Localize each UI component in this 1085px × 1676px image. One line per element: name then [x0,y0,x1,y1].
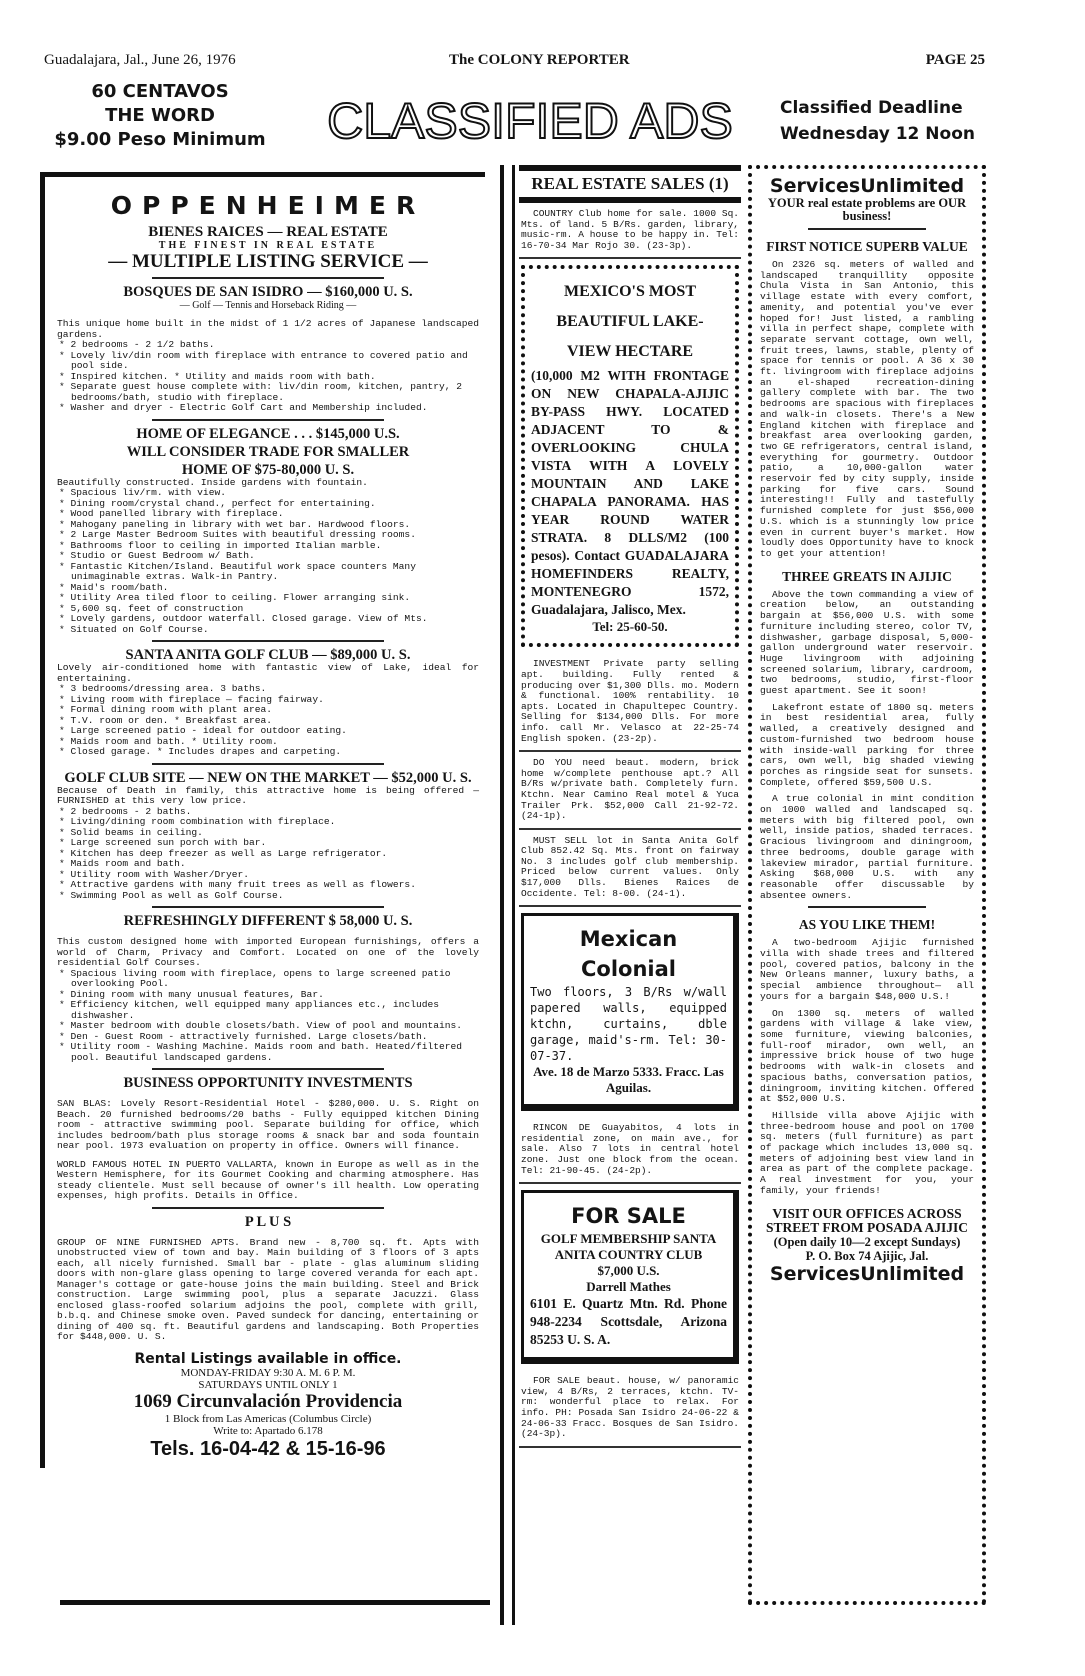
bullet-item: * Maids room and bath. [57,859,479,870]
ad-heading: HOME OF ELEGANCE . . . $145,000 U.S. [136,425,400,442]
ad-text: MONDAY-FRIDAY 9:30 A. M. 6 P. M. [180,1366,356,1379]
bullet-item: * Living/dining room combination with fireplace. [57,817,479,828]
bullet-item: * Fantastic Kitchen/Island. Beautiful work space counters Many unimaginable extras. Walk-in Pantry. [57,562,479,583]
rate-line: $9.00 Peso Minimum [54,129,266,150]
section-title: REAL ESTATE SALES (1) [519,165,741,203]
divider-rule [152,419,384,421]
boxed-ad [521,1190,739,1364]
ad-text: GOLF MEMBERSHIP SANTA ANITA COUNTRY CLUB [540,1231,717,1263]
ad-text: 1 Block from Las Americas (Columbus Circle) [164,1412,372,1425]
ad-text: Above the town commanding a view of creation below, an outstanding bargain at $56,000 U.S. with some furniture including stereo, color TV, dishwasher, garbage disposal, 5,000-gallon underground water reservoir. Huge livingroom with adjoining screened solarium, library, cardroom, two bedrooms, studio, first-floor guest apartment. See it soon! [760,588,974,697]
divider-rule [152,1207,384,1209]
rate-line: THE WORD [105,105,215,126]
bullet-item: * Living room with fireplace — facing fairway. [57,695,479,706]
bullet-item: * Mahogany paneling in library with wet bar. Hardwood floors. [57,520,479,531]
ad-text: $7,000 U.S. [597,1263,660,1279]
ad-heading: SANTA ANITA GOLF CLUB — $89,000 U. S. [125,647,411,663]
ad-text: Darrell Mathes [586,1279,671,1295]
bullet-item: * 3 bedrooms/dressing area. 3 baths. [57,684,479,695]
bullet-item: * Master bedroom with double closets/bath. View of pool and mountains. [57,1021,479,1032]
bullet-item: * Utility room with Washer/Dryer. [57,870,479,881]
rate-line: 60 CENTAVOS [91,81,229,102]
page-number: PAGE 25 [925,52,985,68]
bullet-item: * Wood panelled library with fireplace. [57,509,479,520]
bullet-item: * Dining room with many unusual features, Bar. [57,990,479,1001]
ad-heading: GOLF CLUB SITE — NEW ON THE MARKET — $52,000 U. S. [64,769,472,786]
boxed-ad [521,265,739,647]
bullet-item: * 5,600 sq. feet of construction [57,604,479,615]
divider-rule [152,640,384,642]
bullet-item: * 2 bedrooms - 2 1/2 baths. [57,340,479,351]
ad-text: P. O. Box 74 Ajijic, Jal. [805,1248,929,1263]
bullet-item: * Den - Guest Room - attractively furnished. Large closets/bath. [57,1032,479,1043]
bullet-item: * Kitchen has deep freezer as well as Large refrigerator. [57,849,479,860]
page-header-line [44,52,985,72]
ad-text: This custom designed home with imported European furnishings, offers a world of Charm, Privacy and Comfort. Located on one of the lovely residential Golf Courses. [57,936,479,968]
oppenheimer-ad [40,172,485,1468]
bullet-item: * Lovely gardens, outdoor waterfall. Closed garage. View of Mts. [57,614,479,625]
ad-text: YOUR real estate problems are OUR business! [767,196,967,223]
bullet-item: * Situated on Golf Course. [57,625,479,636]
bullet-item: * Formal dining room with plant area. [57,705,479,716]
ad-text: Beautifully constructed. Inside gardens with fountain. [57,476,368,488]
bullet-item: * Inspired kitchen. * Utility and maids room with bath. [57,372,479,383]
ad-text: Tel: 25-60-50. [592,619,668,635]
bullet-item: * T.V. room or den. * Breakfast area. [57,716,479,727]
classified-ads-masthead: CLASSIFIED ADS [327,93,733,149]
bullet-item: * 2 bedrooms - 2 baths. [57,807,479,818]
ad-text: (10,000 M2 WITH FRONTAGE ON NEW CHAPALA-AJIJIC BY-PASS HWY. LOCATED ADJACENT TO & OVERLOOKING CHULA VISTA WITH A LOVELY MOUNTAIN AND LAKE CHAPALA PANORAMA. HAS YEAR ROUND WATER STRATA. 8 DLLS/M2 (100 pesos). Contact GUADALAJARA HOMEFINDERS REALTY, MONTENEGRO 1572, Guadalajara, Jalisco, Mex. [531,368,729,618]
ad-text: On 2326 sq. meters of walled and landscaped tranquillity opposite Chula Vista in San Antonio, this village estate with every comfort, amenity, and potential you've ever hoped for! Just listed, a rambling villa in perfect shape, complete with separate servant cottage, own well, fruit trees, lawns, stable, plenty of space for tennis or pool. A 36 x 30 ft. livingroom with fireplace adjoins an el-shaped recreation-dining gallery complete with bar. The two bedrooms are spacious with fireplaces and walk-in closets. There's a New England kitchen with fireplace and breakfast area overlooking garden, two GE refrigerators, central island, everything for gourmetry. Outdoor patio, a 10,000-gallon water reservoir fed by city supply, inside parking for five cars. Sound interesting!! Fully and tastefully furnished complete for just $56,000 U.S. which is a stunningly low price even in current buyer's market. How loudly does Opportunity have to knock to get your attention! [760,259,974,559]
ad-text: Write to: Apartado 6.178 [213,1424,323,1437]
divider-rule [152,906,384,908]
ad-text: Lakefront estate of 1800 sq. meters in best residential area, fully walled, a creatively designed and custom-furnished two bedroom house with inside-wall parking for three cars, own well, big shaded viewing porches as ringside seat for sunsets. Complete, offered $59,500 U.S. [760,701,974,788]
bullet-item: * Spacious liv/rm. with view. [57,488,479,499]
bullet-item: * Spacious living room with fireplace, opens to large screened patio overlooking Pool. [57,969,479,990]
ad-heading: BUSINESS OPPORTUNITY INVESTMENTS [123,1075,413,1091]
bullet-item: * Large screened sun porch with bar. [57,838,479,849]
ad-text: (Open daily 10—2 except Sundays) [773,1234,961,1249]
word-rate [40,80,280,152]
real-estate-sales-column [512,165,741,1625]
divider-rule [152,763,384,765]
ad-text: Tels. 16-04-42 & 15-16-96 [150,1437,386,1460]
classified-listing: FOR SALE beaut. house, w/ panoramic view, 4 B/Rs, 2 terraces, ktchn. TV-rm: wonderful place to relax. For info. PH: Posada San Isidro 24-06-22 & 24-06-33 Fracc. Bosques de San Isidro. (24-3p). [519,1370,741,1448]
ad-text: Two floors, 3 B/Rs w/wall papered walls, equipped ktchn, curtains, dble garage, maid's-rm. Tel: 30-07-37. [530,985,727,1064]
deadline-line: Classified Deadline [780,98,963,118]
ad-heading: THREE GREATS IN AJIJIC [782,568,952,584]
ad-heading: THE FINEST IN REAL ESTATE [158,240,378,251]
ad-text: On 1300 sq. meters of walled gardens with village & lake view, some furniture, viewing balconies, full-roof mirador, own well, an impressive brick house of two huge bedrooms with walk-in closets and spacious baths, conversation patios, diningroom, inviting kitchen. Offered at $52,000 U.S. [760,1007,974,1105]
ad-heading: WILL CONSIDER TRADE FOR SMALLER [126,443,410,460]
ad-text: GROUP OF NINE FURNISHED APTS. Brand new - 8,700 sq. ft. Apts with unobstructed view of town and bay. Main building of 3 floors of 3 apts each, all nicely furnished. Small bar - plate - glas aluminum sliding doors with non-glare glass opening to large covered veranda for each apt. Manager's cottage or gate-house joins the main building. Steel and Brick construction. Large swimming pool, plus a separate Jacuzzi. Glass enclosed glass-roofed solarium adjoins the pool, complete with grill, b.b.q. and Chinese smoke oven. Paved sundeck for dancing, entertaining or dining of 400 sq. ft. Beautiful gardens and landscaping. Both Properties for $448,000. U. S. [57,1236,479,1342]
ad-heading: OPPENHEIMER [110,191,426,220]
ad-text: Because of Death in family, this attractive home is being offered — FURNISHED at this very low price. [57,784,479,806]
ad-heading: VIEW HECTARE [566,343,694,361]
issue-date: Guadalajara, Jal., June 26, 1976 [44,52,236,68]
bullet-item: * Efficiency kitchen, well equipped many appliances etc., includes dishwasher. [57,1000,479,1021]
ad-text: A true colonial in mint condition on 1000 walled and landscaped sq. meters with big filtered pool, own well, inside patios, shaded terraces. Gracious livingroom and diningroom, three bedrooms, double garage with lakeview mirador, partial furniture. Asking $68,000 U.S. with any reasonable offer discussable by absentee owners. [760,793,974,901]
ad-heading: BOSQUES DE SAN ISIDRO — $160,000 U. S. [123,284,413,300]
ad-heading: — MULTIPLE LISTING SERVICE — [108,251,428,272]
ad-heading: P L U S [244,1213,292,1230]
classified-listing: INVESTMENT Private party selling apt. building. Fully rented & producing over $1,300 Dlls. mo. Modern & functional. 100% rentability. 10 apts. Located in Chapultepec Country. Selling for $134,000 Dlls. For more info. call Mr. Velasco at 22-25-74 English spoken. (23-2p). [519,653,741,752]
column-rule [60,1600,490,1605]
ad-heading: FOR SALE [571,1204,686,1229]
bullet-item: * Swimming Pool as well as Golf Course. [57,891,479,902]
ad-text: WORLD FAMOUS HOTEL IN PUERTO VALLARTA, known in Europe as well as in the Western Hemisphere, for its Gourmet Cooking and charming atmosphere. Has steady clientele. Must sell because of owner's ill health. Low operating expenses, high profits. Details in Office. [57,1158,479,1201]
ad-heading: — Golf — Tennis and Horseback Riding — [179,300,357,311]
bullet-item: * Studio or Guest Bedroom w/ Bath. [57,551,479,562]
ad-heading: ServicesUnlimited [769,175,965,197]
ad-heading: HOME OF $75-80,000 U. S. [181,461,355,478]
ad-heading: BEAUTIFUL LAKE- [556,313,704,331]
bullet-item: * Solid beams in ceiling. [57,828,479,839]
ad-text: SAN BLAS: Lovely Resort-Residential Hotel - $280,000. U. S. Right on Beach. 20 furnished bedrooms/20 baths - Fully equipped kitchen Dining room - attractive swimming pool. Separate building for office, which includes bedroom/bath plus storage rooms & snack bar and soda fountain near pool. 1973 evaluation on property in office. Owners will finance. [57,1098,479,1151]
ad-heading: AS YOU LIKE THEM! [798,917,936,933]
ad-heading: REFRESHINGLY DIFFERENT $ 58,000 U. S. [123,913,413,929]
classified-listing: COUNTRY Club home for sale. 1000 Sq. Mts. of land. 5 B/Rs. garden, library, music-rm. A house to be happy in. Tel: 16-70-34 Mar Rojo 30. (23-3p). [519,203,741,259]
ad-heading: BIENES RAICES — REAL ESTATE [148,224,388,240]
bullet-item: * Attractive gardens with many fruit trees as well as flowers. [57,880,479,891]
bullet-item: * Maid's room/bath. [57,583,479,594]
ad-text: This unique home built in the midst of 1 1/2 acres of Japanese landscaped gardens. [57,318,479,340]
bullet-item: * Utility Area tiled floor to ceiling. Flower arranging sink. [57,593,479,604]
column-divider [500,165,504,1625]
ad-heading: FIRST NOTICE SUPERB VALUE [766,239,968,254]
ad-text: Hillside villa above Ajijic with three-bedroom house and pool on 1700 sq. meters (full furniture) as part of package which includes 13,000 sq. meters of adjoining best view land in area as part of the complete package. A real investment for you, your family, your friends! [760,1109,974,1196]
divider-rule [808,228,926,230]
bullet-item: * Washer and dryer - Electric Golf Cart and Membership included. [57,403,479,414]
bullet-item: * 2 Large Master Bedroom Suites with beautiful dressing rooms. [57,530,479,541]
deadline-line: Wednesday 12 Noon [780,124,975,144]
divider-rule [808,906,926,908]
bullet-item: * Bathrooms floor to ceiling in imported Italian marble. [57,541,479,552]
ad-heading: MEXICO'S MOST [563,283,696,301]
bullet-item: * Maids room and bath. * Utility room. [57,737,479,748]
bullet-item: * Dining room/crystal chand., perfect for entertaining. [57,499,479,510]
ad-heading: ServicesUnlimited [769,1262,965,1285]
bullet-item: * Large screened patio - ideal for outdoor eating. [57,726,479,737]
divider-rule [152,277,384,279]
ad-text: 6101 E. Quartz Mtn. Rd. Phone 948-2234 Scottsdale, Arizona 85253 U. S. A. [530,1296,727,1348]
newspaper-name: The COLONY REPORTER [449,52,630,68]
classified-listing: MUST SELL lot in Santa Anita Golf Club 852.42 Sq. Mts. front on fairway No. 3 includes golf club membership. Priced below current values. Only $17,000 Dlls. Bienes Raices de Occidente. Tel: 8-00. (24-1). [519,830,741,908]
classified-listing: RINCON DE Guayabitos, 4 lots in residential zone, on main ave., for sale. Also 7 lots in central hotel zone. Just one block from the ocean. Tel: 21-90-45. (24-2p). [519,1117,741,1184]
boxed-ad [521,913,739,1111]
bullet-item: * Utility room - Washing Machine. Maids room and bath. Heated/filtered pool. Beautiful landscaped gardens. [57,1042,479,1063]
bullet-item: * Separate guest house complete with: liv/din room, kitchen, pantry, 2 bedrooms/bath, studio with fireplace. [57,382,479,403]
ad-heading: Mexican Colonial [579,927,678,982]
services-unlimited-ad [748,165,986,1625]
bullet-item: * Lovely liv/din room with fireplace with entrance to covered patio and pool side. [57,351,479,372]
ad-text: Rental Listings available in office. [134,1350,402,1367]
classified-listing: DO YOU need beaut. modern, brick home w/complete penthouse apt.? All B/Rs w/private bath. Completely furn. Ktchn. Near Camino Real motel & Yuca Trailer Prk. $52,000 Call 21-92-72. (24-1p). [519,752,741,830]
ad-heading: VISIT OUR OFFICES ACROSS STREET FROM POSADA AJIJIC [766,1205,968,1235]
ad-text: SATURDAYS UNTIL ONLY 1 [198,1378,338,1391]
bullet-item: * Closed garage. * Includes drapes and carpeting. [57,747,479,758]
ad-text: 1069 Circunvalación Providencia [133,1390,403,1412]
divider-rule [152,1068,384,1070]
classified-deadline [780,95,995,147]
ad-text: A two-bedroom Ajijic furnished villa with shade trees and filtered pool, covered patios, balcony in the New Orleans manner, luxury baths, a special ambience throughout— all yours for a bargain $48,000 U.S.! [760,937,974,1002]
ad-text: Ave. 18 de Marzo 5333. Fracc. Las Aguilas. [533,1064,724,1096]
ad-text: Lovely air-conditioned home with fantastic view of Lake, ideal for entertaining. [57,662,479,684]
